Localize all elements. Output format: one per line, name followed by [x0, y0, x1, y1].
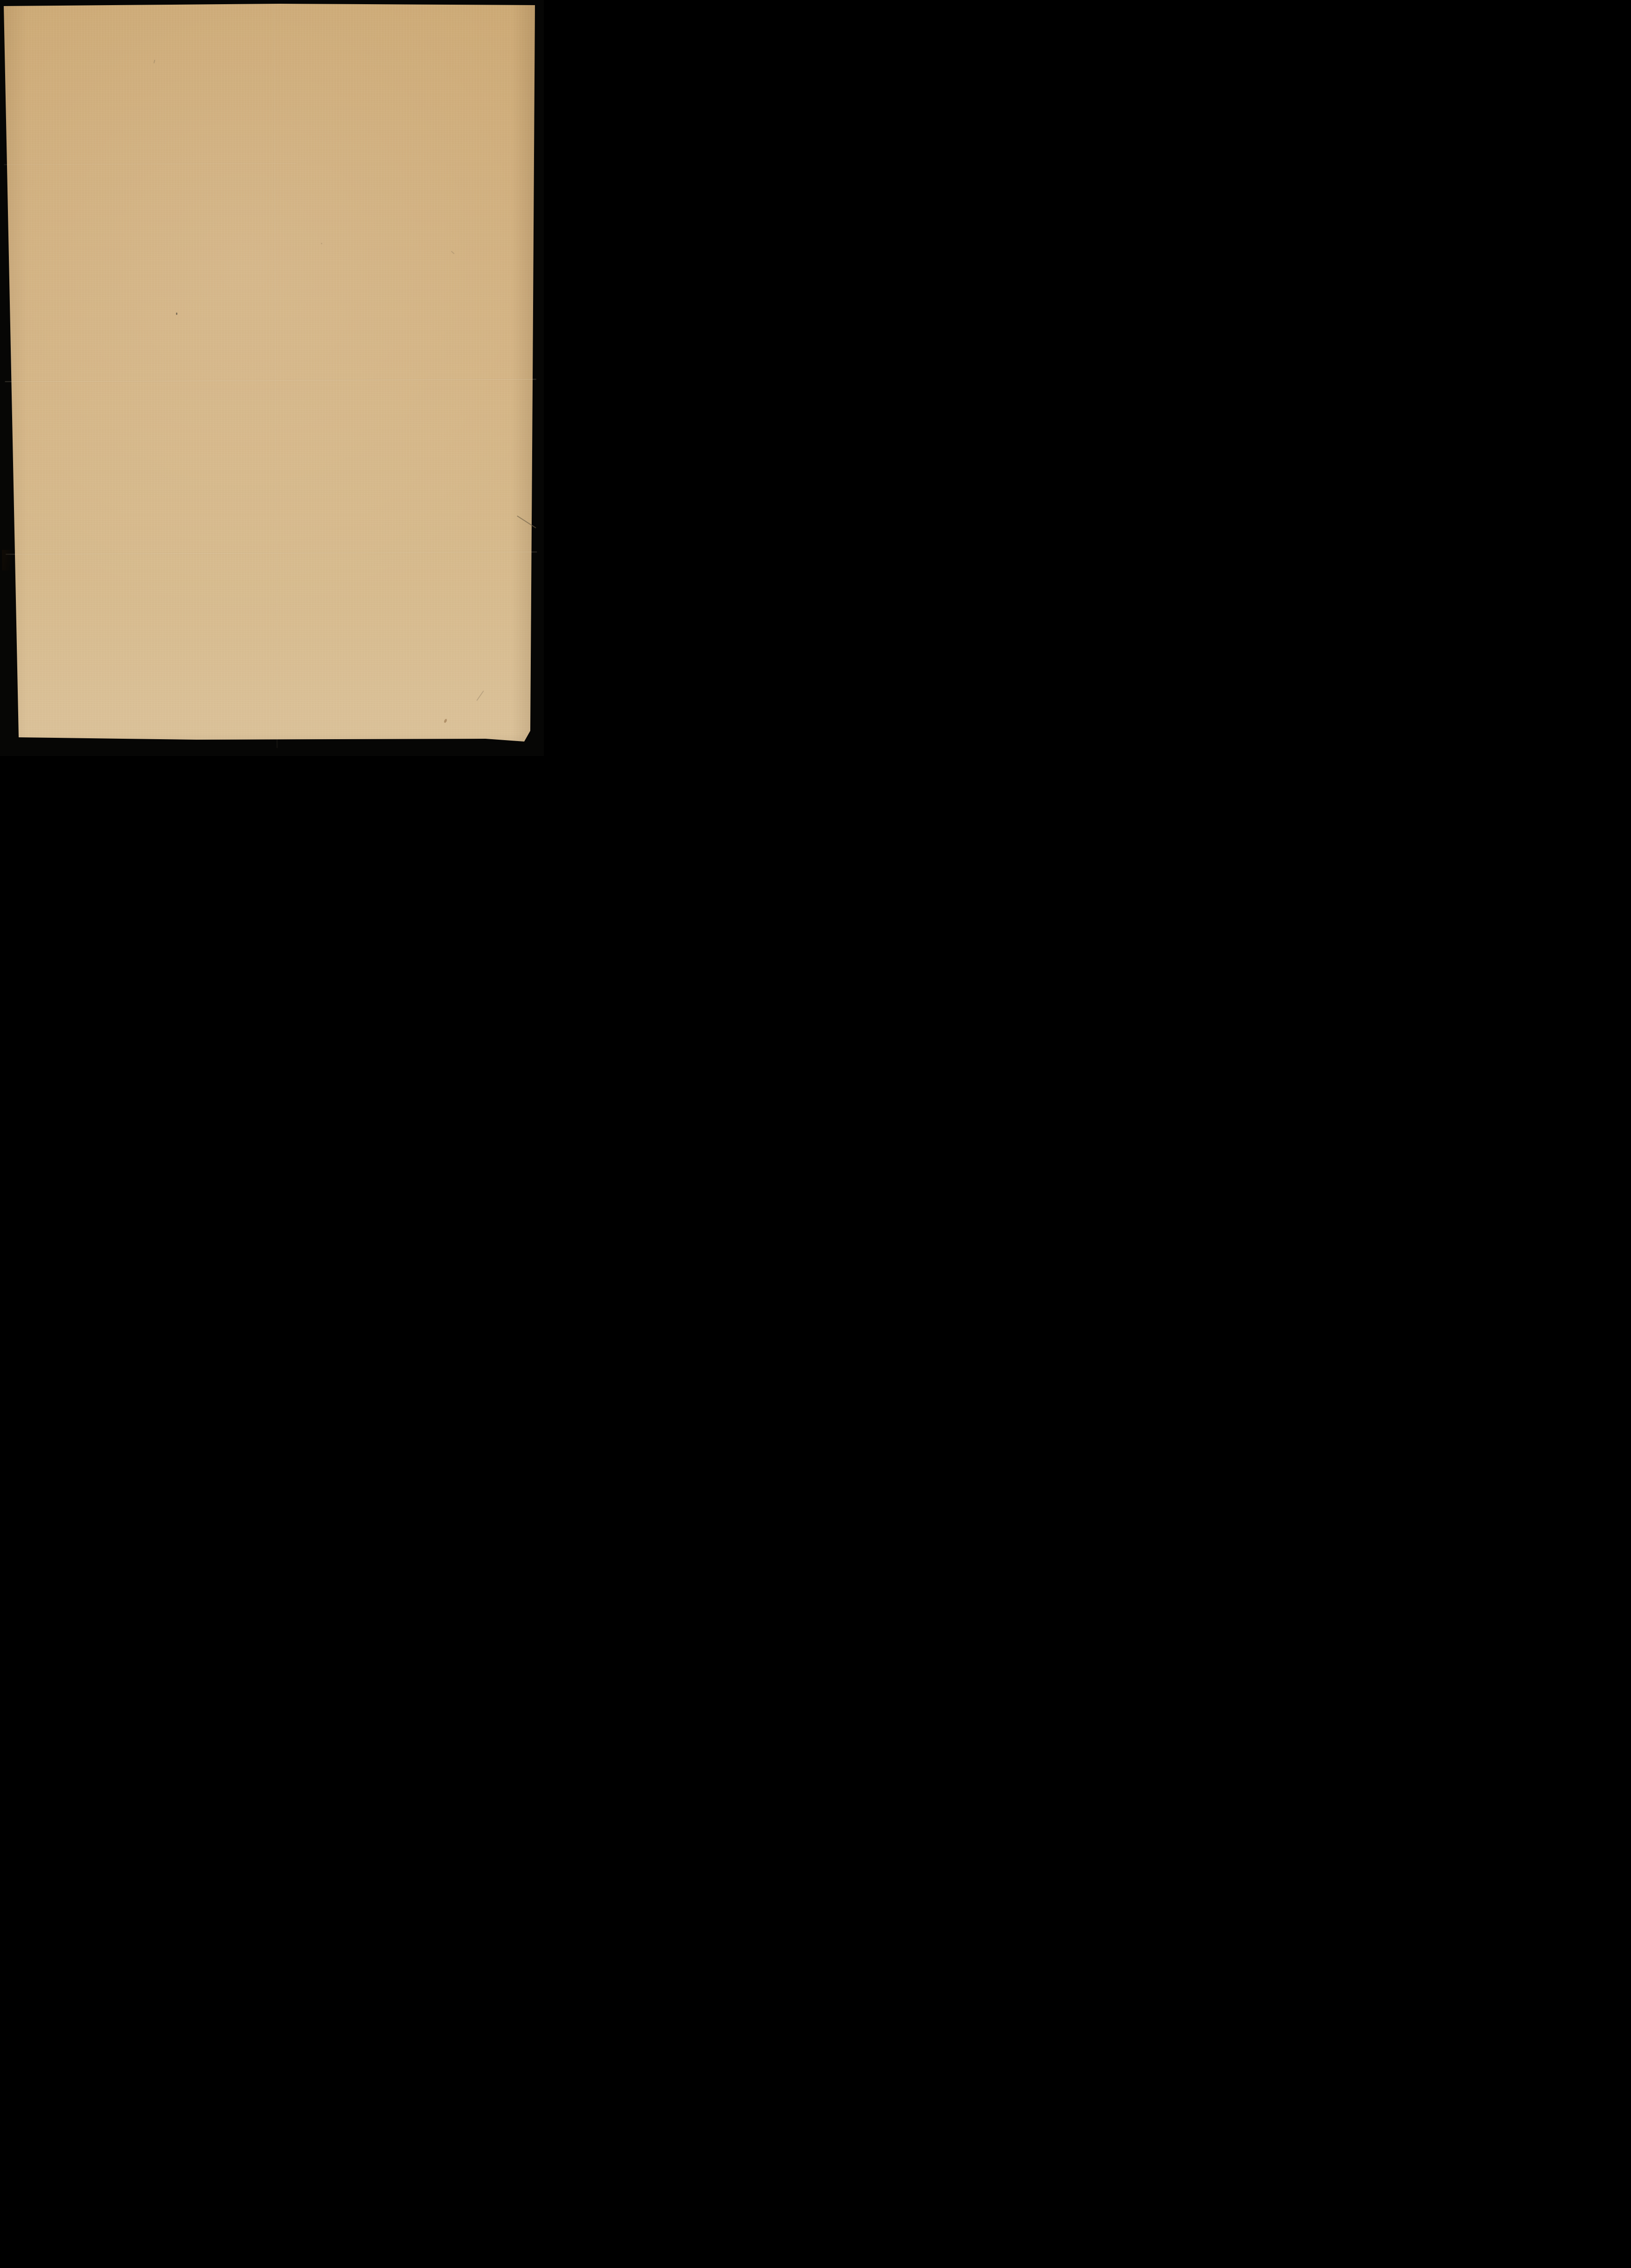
- page-content: [3, 4, 538, 749]
- ink-speck: [176, 313, 177, 315]
- scanned-document-page: [0, 0, 544, 756]
- pencil-speck: [321, 243, 322, 244]
- caption-list: [3, 4, 538, 749]
